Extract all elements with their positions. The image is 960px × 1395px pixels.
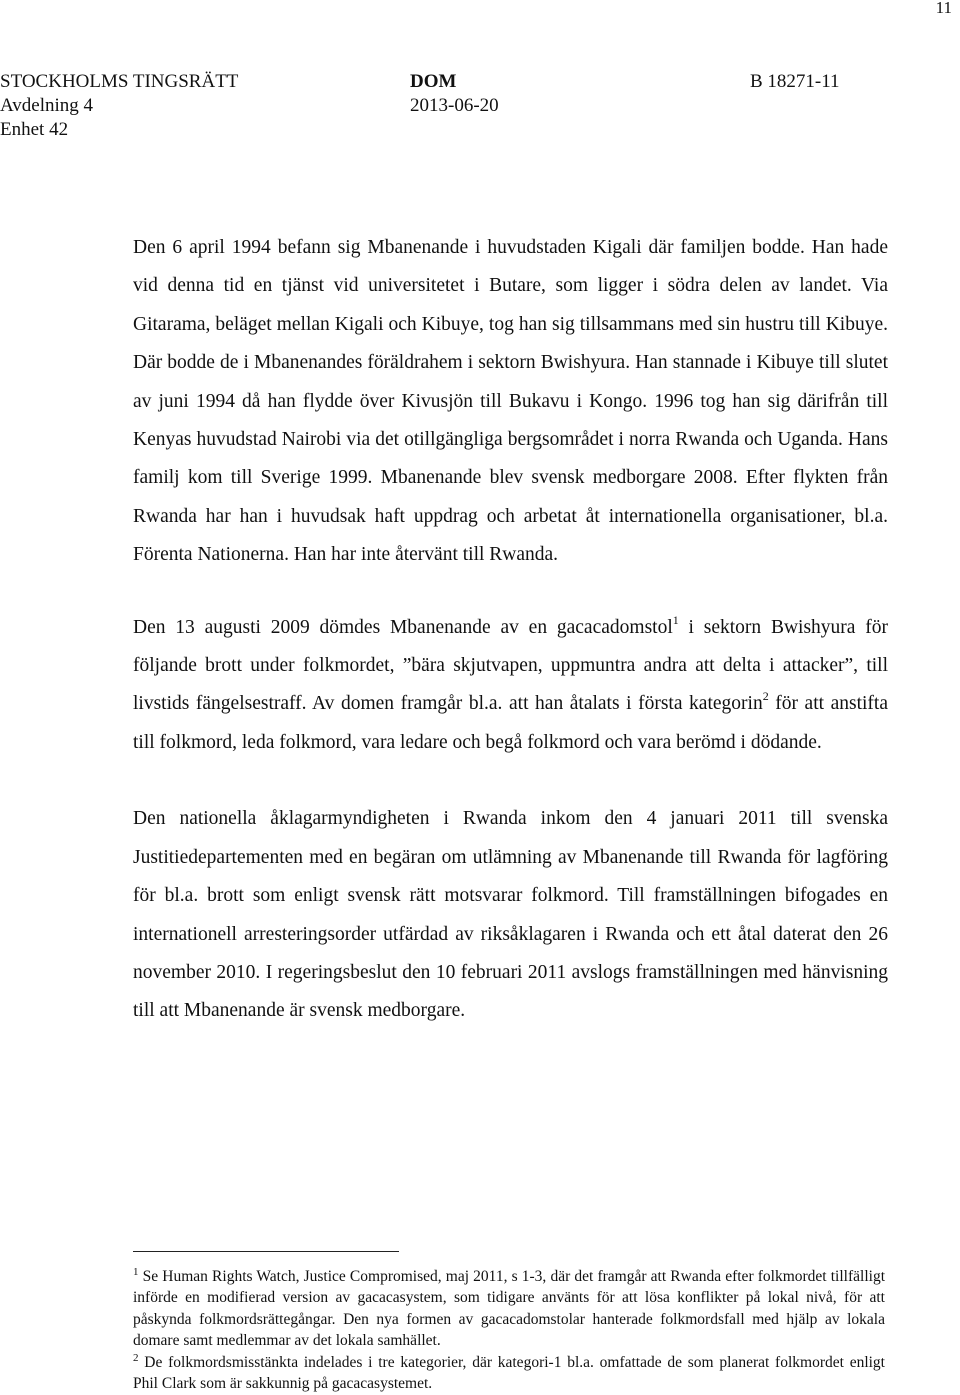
- footnotes: [133, 1266, 885, 1394]
- paragraph-gacaca-verdict-part-1: Den 13 augusti 2009 dömdes Mbanenande av en gacacadomstol: [133, 616, 673, 638]
- paragraph-background: Den 6 april 1994 befann sig Mbanenande i huvudstaden Kigali där familjen bodde. Han hade vid denna tid en tjänst vid universitetet i Butare, som ligger i södra delen av landet. Via Gitarama, beläget mellan Kigali och Kibuye, tog han sig tillsammans med sin hustru till Kibuye. Där bodde de i Mbanenandes föräldrahem i sektorn Bwishyura. Han stannade i Kibuye till slutet av juni 1994 då han flydde över Kivusjön till Bukavu i Kongo. 1996 tog han sig därifrån till Kenyas huvudstad Nairobi via det otillgängliga bergsområdet i norra Rwanda och Uganda. Hans familj kom till Sverige 1999. Mbanenande blev svensk medborgare 2008. Efter flykten från Rwanda har han i huvudsak haft uppdrag och arbetat åt internationella organisationer, bl.a. Förenta Nationerna. Han har inte återvänt till Rwanda.: [133, 237, 888, 566]
- footnote-ref-1: 1: [672, 612, 679, 627]
- footnote-2: [133, 1352, 885, 1395]
- court-unit: Enhet 42: [0, 119, 69, 140]
- document-type-block: [410, 70, 499, 118]
- document-body: [133, 229, 888, 1031]
- page-number: 11: [935, 0, 952, 17]
- footnote-1: [133, 1266, 885, 1352]
- case-number: B 18271-11: [750, 71, 840, 92]
- document-type: DOM: [410, 71, 457, 92]
- footnote-2-marker: 2: [133, 1351, 139, 1364]
- document-date: 2013-06-20: [410, 95, 499, 116]
- footnote-2-text: De folkmordsmisstänkta indelades i tre kategorier, där kategori-1 bl.a. omfattade de som planerat folkmordet enligt Phil Clark som är sakkunnig på gacacasystemet.: [133, 1353, 885, 1393]
- paragraph-extradition-request: Den nationella åklagarmyndigheten i Rwanda inkom den 4 januari 2011 till svenska Justitiedepartementen med en begäran om utlämning av Mbanenande till Rwanda för lagföring för bl.a. brott som enligt svensk rätt motsvarar folkmord. Till framställningen bifogades en internationell arresteringsorder utfärdad av riksåklagaren i Rwanda och ett åtal daterat den 26 november 2010. I regeringsbeslut den 10 februari 2011 avslogs framställningen med hänvisning till att Mbanenande är svensk medborgare.: [133, 808, 888, 1022]
- paragraph-gacaca-verdict: [133, 609, 888, 763]
- footnote-1-text: Se Human Rights Watch, Justice Compromised, maj 2011, s 1-3, där det framgår att Rwanda efter folkmordet tillfälligt införde en modifierad version av gacacasystem, som tidigare använts för att lösa konflikter på lokal nivå, för att påskynda folkmordsrättegångar. Den nya formen av gacacadomstolar hanterade folkmordsfall med hjälp av lokala domare samt medlemmar av det lokala samhället.: [133, 1268, 885, 1350]
- court-name: STOCKHOLMS TINGSRÄTT: [0, 71, 239, 92]
- footnote-separator: [133, 1251, 399, 1252]
- paragraph-gacaca-verdict-part-2: i sektorn Bwishyura för följande brott under folkmordet, ”bära skjutvapen, uppmuntra andra att delta i attacker”, till livstids fängelsestraff. Av domen framgår bl.a. att han åtalats i första kategorin: [133, 616, 888, 715]
- footnote-ref-2: 2: [762, 689, 769, 704]
- court-info: [0, 70, 238, 142]
- paragraph-gacaca-verdict-part-3: för att anstifta till folkmord, leda folkmord, vara ledare och begå folkmord och vara berömd i dödande.: [133, 693, 889, 753]
- court-division: Avdelning 4: [0, 95, 94, 116]
- footnote-1-marker: 1: [133, 1266, 139, 1278]
